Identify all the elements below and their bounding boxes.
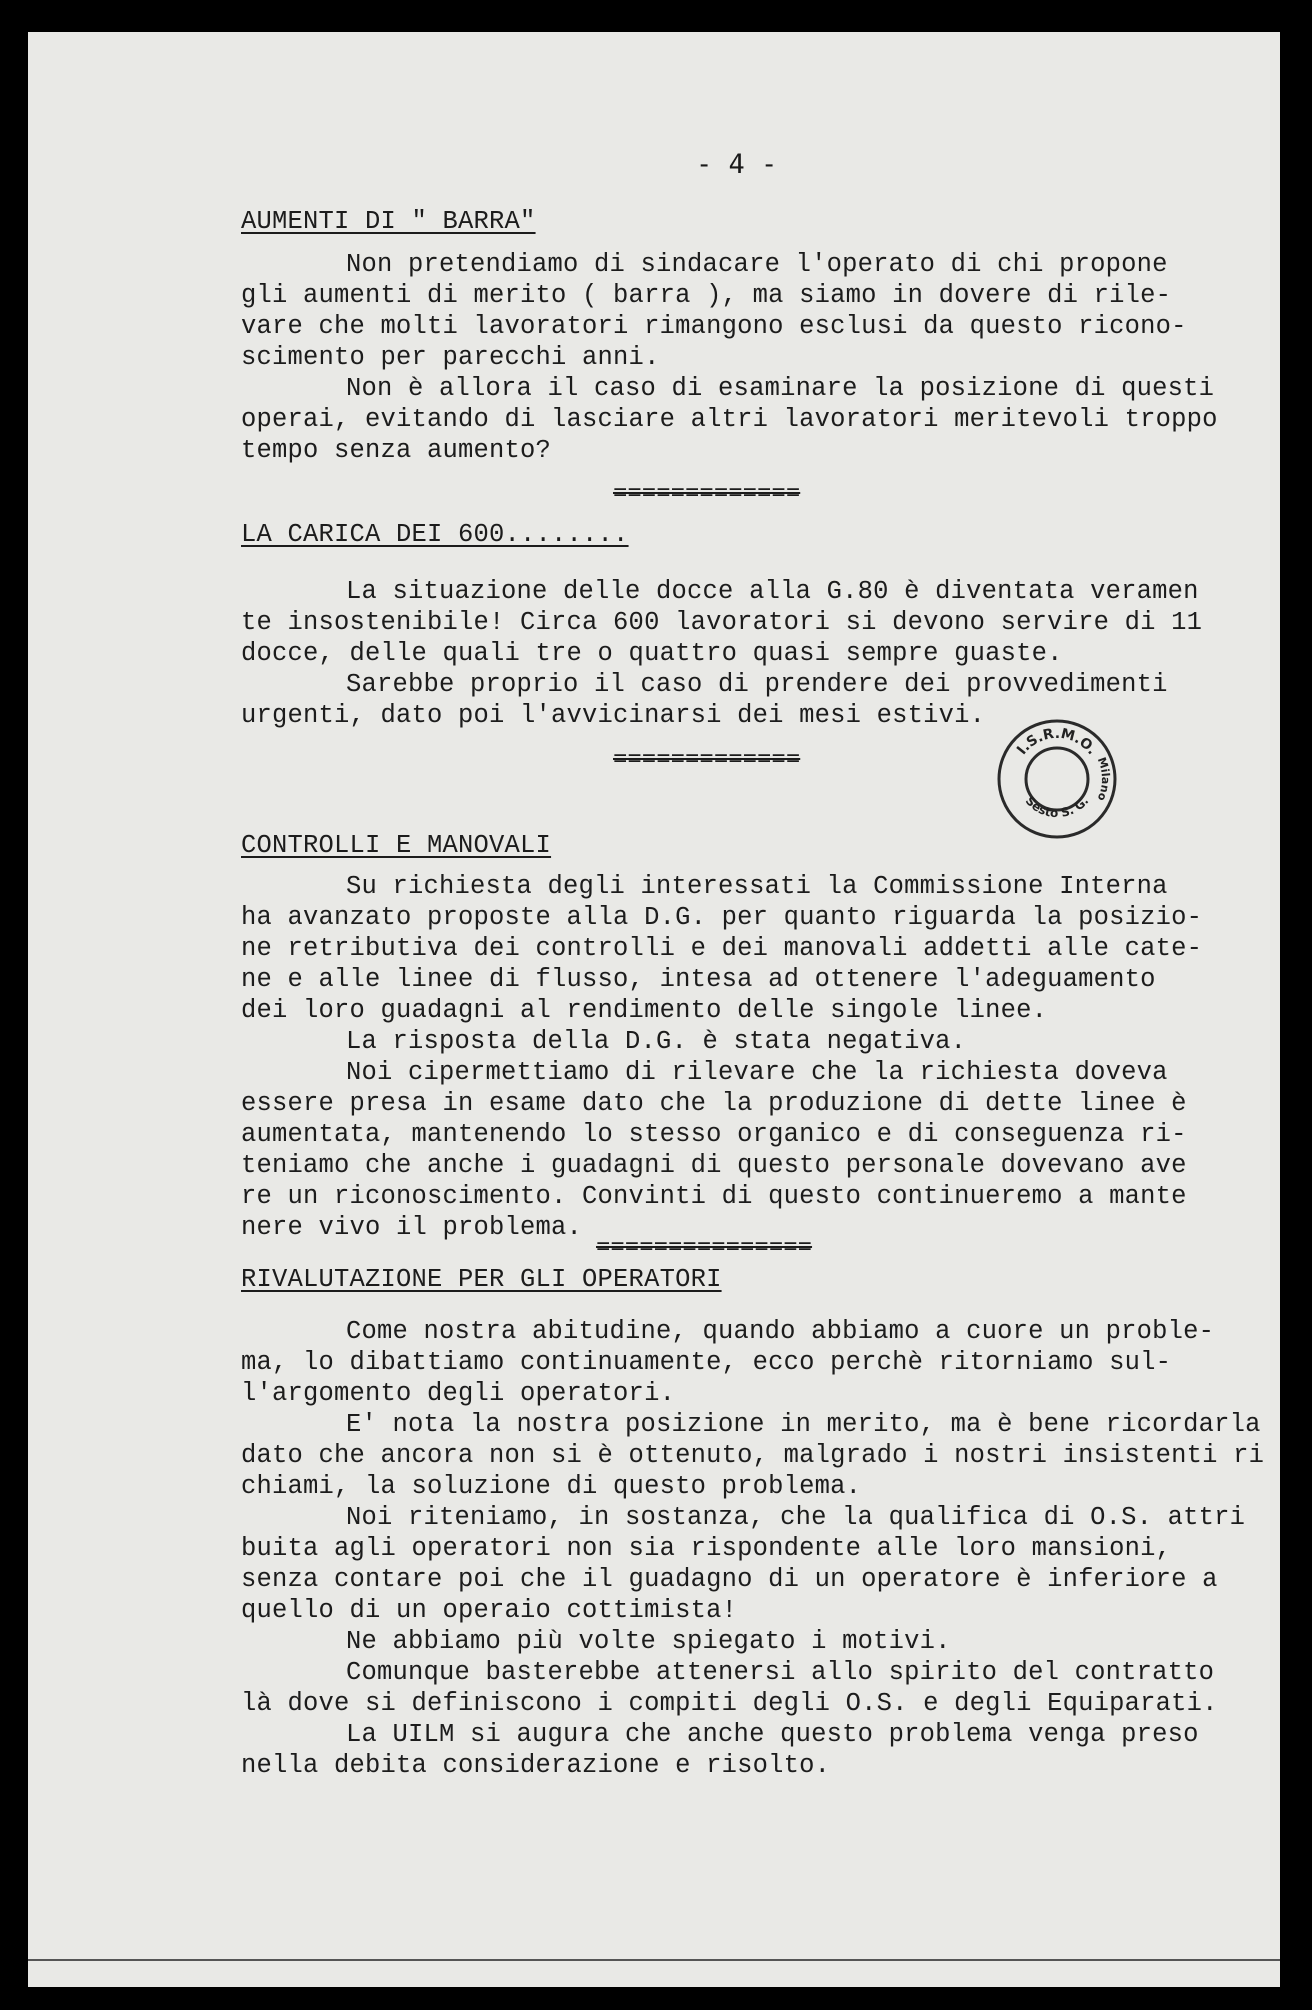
text-line: La risposta della D.G. è stata negativa. bbox=[346, 1027, 967, 1056]
separator: ============= bbox=[613, 481, 801, 508]
text-line: Come nostra abitudine, quando abbiamo a cuore un proble- bbox=[346, 1317, 1215, 1346]
text-line: Sarebbe proprio il caso di prendere dei provvedimenti bbox=[346, 670, 1168, 699]
text-line: dei loro guadagni al rendimento delle singole linee. bbox=[241, 996, 1048, 1025]
text-line: Noi cipermettiamo di rilevare che la richiesta doveva bbox=[346, 1058, 1168, 1087]
text-line: ne retributiva dei controlli e dei manovali addetti alle cate- bbox=[241, 934, 1203, 963]
text-line: scimento per parecchi anni. bbox=[241, 343, 660, 372]
text-line: La situazione delle docce alla G.80 è diventata veramen bbox=[346, 577, 1199, 606]
text-line: vare che molti lavoratori rimangono esclusi da questo ricono- bbox=[241, 312, 1187, 341]
text-line: dato che ancora non si è ottenuto, malgrado i nostri insistenti ri bbox=[241, 1441, 1265, 1470]
text-line: Non pretendiamo di sindacare l'operato di chi propone bbox=[346, 250, 1168, 279]
stamp-bottom-text: Sesto S. G. bbox=[1022, 793, 1092, 821]
text-line: aumentata, mantenendo lo stesso organico e di conseguenza ri- bbox=[241, 1120, 1187, 1149]
text-line: teniamo che anche i guadagni di questo personale dovevano ave bbox=[241, 1151, 1187, 1180]
stamp-right-text: Milano bbox=[1094, 755, 1113, 803]
text-line: tempo senza aumento? bbox=[241, 436, 552, 465]
text-line: E' nota la nostra posizione in merito, ma è bene ricordarla bbox=[346, 1410, 1261, 1439]
text-line: Su richiesta degli interessati la Commissione Interna bbox=[346, 872, 1168, 901]
text-line: buita agli operatori non sia rispondente alle loro mansioni, bbox=[241, 1534, 1172, 1563]
text-line: gli aumenti di merito ( barra ), ma siamo in dovere di rile- bbox=[241, 281, 1172, 310]
section-title: LA CARICA DEI 600........ bbox=[241, 520, 629, 549]
text-line: te insostenibile! Circa 600 lavoratori si devono servire di 11 bbox=[241, 608, 1203, 637]
svg-text:Sesto S. G. bbox=[1023, 794, 1092, 821]
section-title: AUMENTI DI " BARRA" bbox=[241, 207, 536, 236]
separator: =============== bbox=[596, 1235, 813, 1262]
text-line: ha avanzato proposte alla D.G. per quanto riguarda la posizio- bbox=[241, 903, 1203, 932]
separator: ============= bbox=[613, 747, 801, 774]
svg-text:Milano bbox=[1095, 756, 1113, 804]
text-line: Comunque basterebbe attenersi allo spirito del contratto bbox=[346, 1658, 1215, 1687]
text-line: Non è allora il caso di esaminare la posizione di questi bbox=[346, 374, 1215, 403]
text-line: urgenti, dato poi l'avvicinarsi dei mesi estivi. bbox=[241, 701, 986, 730]
text-line: operai, evitando di lasciare altri lavoratori meritevoli troppo bbox=[241, 405, 1218, 434]
text-line: quello di un operaio cottimista! bbox=[241, 1596, 738, 1625]
text-line: chiami, la soluzione di questo problema. bbox=[241, 1472, 862, 1501]
text-line: là dove si definiscono i compiti degli O.S. e degli Equiparati. bbox=[241, 1689, 1218, 1718]
text-line: ma, lo dibattiamo continuamente, ecco perchè ritorniamo sul- bbox=[241, 1348, 1172, 1377]
text-line: re un riconoscimento. Convinti di questo continueremo a mante bbox=[241, 1182, 1187, 1211]
text-line: l'argomento degli operatori. bbox=[241, 1379, 676, 1408]
document-page bbox=[28, 32, 1280, 1987]
text-line: nere vivo il problema. bbox=[241, 1213, 583, 1242]
text-line: essere presa in esame dato che la produzione di dette linee è bbox=[241, 1089, 1187, 1118]
bottom-rule bbox=[28, 1959, 1280, 1961]
text-line: Ne abbiamo più volte spiegato i motivi. bbox=[346, 1627, 951, 1656]
text-line: Noi riteniamo, in sostanza, che la qualifica di O.S. attri bbox=[346, 1503, 1246, 1532]
isrmo-stamp bbox=[994, 716, 1120, 842]
text-line: La UILM si augura che anche questo problema venga preso bbox=[346, 1720, 1199, 1749]
section-title: CONTROLLI E MANOVALI bbox=[241, 831, 552, 860]
text-line: senza contare poi che il guadagno di un operatore è inferiore a bbox=[241, 1565, 1218, 1594]
text-line: docce, delle quali tre o quattro quasi sempre guaste. bbox=[241, 639, 1063, 668]
stamp-top-text: I.S.R.M.O. bbox=[1013, 725, 1101, 758]
text-line: nella debita considerazione e risolto. bbox=[241, 1751, 831, 1780]
page-number: - 4 - bbox=[696, 149, 778, 180]
section-title: RIVALUTAZIONE PER GLI OPERATORI bbox=[241, 1265, 722, 1294]
text-line: ne e alle linee di flusso, intesa ad ottenere l'adeguamento bbox=[241, 965, 1156, 994]
